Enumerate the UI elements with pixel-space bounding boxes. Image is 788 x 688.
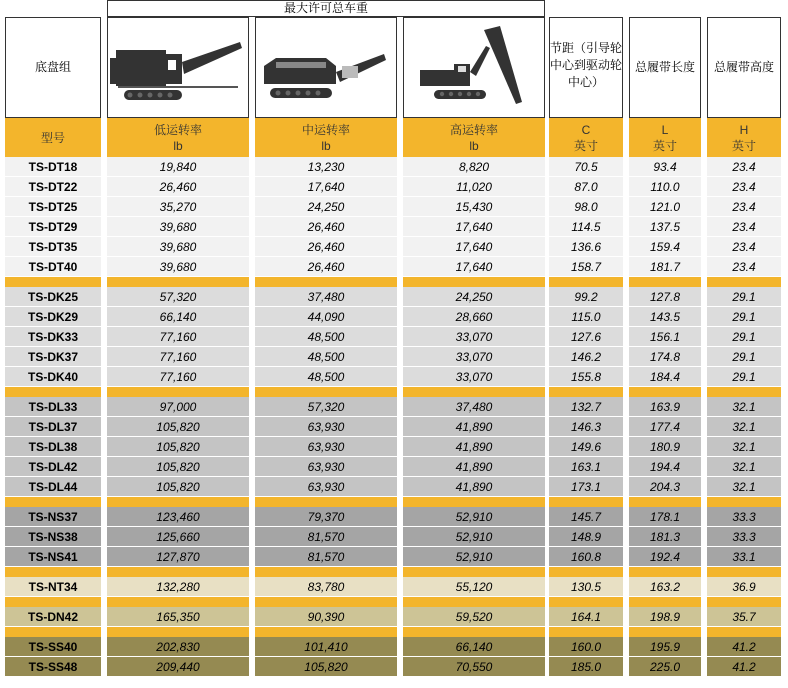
value-cell: 52,910	[403, 507, 545, 527]
value-cell: 57,320	[255, 397, 397, 417]
group-separator	[403, 627, 545, 637]
pitch-header	[549, 17, 623, 118]
group-separator	[707, 387, 781, 397]
value-cell: 26,460	[255, 217, 397, 237]
model-cell: TS-NT34	[5, 577, 101, 597]
value-cell: 225.0	[629, 657, 701, 677]
model-cell: TS-DT35	[5, 237, 101, 257]
value-cell: 165,350	[107, 607, 249, 627]
value-cell: 55,120	[403, 577, 545, 597]
mid-rate-label: 中运转率	[301, 122, 350, 137]
model-cell: TS-SS40	[5, 637, 101, 657]
value-cell: 52,910	[403, 547, 545, 567]
value-cell: 204.3	[629, 477, 701, 497]
group-separator	[255, 567, 397, 577]
model-cell: TS-DK33	[5, 327, 101, 347]
group-separator	[629, 597, 701, 607]
group-separator	[255, 497, 397, 507]
model-cell: TS-SS48	[5, 657, 101, 677]
model-cell: TS-DT25	[5, 197, 101, 217]
value-cell: 19,840	[107, 157, 249, 177]
group-separator	[107, 627, 249, 637]
value-cell: 184.4	[629, 367, 701, 387]
value-cell: 185.0	[549, 657, 623, 677]
group-separator	[549, 627, 623, 637]
value-cell: 41,890	[403, 477, 545, 497]
value-cell: 79,370	[255, 507, 397, 527]
value-cell: 159.4	[629, 237, 701, 257]
value-cell: 41.2	[707, 657, 781, 677]
value-cell: 8,820	[403, 157, 545, 177]
value-cell: 33,070	[403, 327, 545, 347]
group-separator	[5, 627, 101, 637]
model-subheader	[5, 118, 101, 157]
model-cell: TS-DT29	[5, 217, 101, 237]
value-cell: 33,070	[403, 367, 545, 387]
group-separator	[549, 567, 623, 577]
group-separator	[5, 277, 101, 287]
value-cell: 93.4	[629, 157, 701, 177]
group-separator	[629, 277, 701, 287]
value-cell: 130.5	[549, 577, 623, 597]
value-cell: 26,460	[255, 237, 397, 257]
value-cell: 33.3	[707, 527, 781, 547]
value-cell: 17,640	[403, 217, 545, 237]
value-cell: 87.0	[549, 177, 623, 197]
mobile-crusher-image	[107, 17, 249, 118]
value-cell: 77,160	[107, 367, 249, 387]
value-cell: 83,780	[255, 577, 397, 597]
group-separator	[549, 387, 623, 397]
value-cell: 37,480	[403, 397, 545, 417]
group-separator	[549, 277, 623, 287]
pitch-label: 节距（引导轮中心到驱动轮中心）	[550, 41, 623, 89]
group-separator	[255, 277, 397, 287]
value-cell: 132,280	[107, 577, 249, 597]
max-weight-label: 最大许可总车重	[283, 1, 368, 15]
value-cell: 63,930	[255, 457, 397, 477]
model-cell: TS-DT18	[5, 157, 101, 177]
model-cell: TS-DN42	[5, 607, 101, 627]
h-label: H	[739, 122, 749, 137]
model-cell: TS-DK25	[5, 287, 101, 307]
value-cell: 105,820	[107, 477, 249, 497]
value-cell: 36.9	[707, 577, 781, 597]
model-cell: TS-NS37	[5, 507, 101, 527]
model-cell: TS-DT22	[5, 177, 101, 197]
group-separator	[255, 627, 397, 637]
value-cell: 121.0	[629, 197, 701, 217]
c-subheader	[549, 118, 623, 157]
value-cell: 59,520	[403, 607, 545, 627]
value-cell: 35,270	[107, 197, 249, 217]
model-cell: TS-DT40	[5, 257, 101, 277]
value-cell: 81,570	[255, 527, 397, 547]
value-cell: 41,890	[403, 437, 545, 457]
value-cell: 70,550	[403, 657, 545, 677]
value-cell: 29.1	[707, 347, 781, 367]
value-cell: 127.8	[629, 287, 701, 307]
value-cell: 99.2	[549, 287, 623, 307]
value-cell: 192.4	[629, 547, 701, 567]
value-cell: 35.7	[707, 607, 781, 627]
value-cell: 48,500	[255, 327, 397, 347]
high-rate-unit: lb	[469, 138, 479, 153]
group-separator	[107, 277, 249, 287]
value-cell: 136.6	[549, 237, 623, 257]
drill-rig-icon	[404, 18, 544, 117]
value-cell: 48,500	[255, 367, 397, 387]
value-cell: 70.5	[549, 157, 623, 177]
value-cell: 33.3	[707, 507, 781, 527]
value-cell: 63,930	[255, 477, 397, 497]
high-rate-subheader	[403, 118, 545, 157]
group-separator	[629, 627, 701, 637]
value-cell: 11,020	[403, 177, 545, 197]
value-cell: 33,070	[403, 347, 545, 367]
value-cell: 24,250	[255, 197, 397, 217]
model-cell: TS-DK37	[5, 347, 101, 367]
value-cell: 32.1	[707, 457, 781, 477]
value-cell: 44,090	[255, 307, 397, 327]
value-cell: 23.4	[707, 197, 781, 217]
value-cell: 156.1	[629, 327, 701, 347]
group-separator	[549, 497, 623, 507]
group-separator	[5, 567, 101, 577]
value-cell: 98.0	[549, 197, 623, 217]
value-cell: 137.5	[629, 217, 701, 237]
value-cell: 148.9	[549, 527, 623, 547]
value-cell: 32.1	[707, 397, 781, 417]
group-separator	[5, 387, 101, 397]
total-length-header	[629, 17, 701, 118]
value-cell: 146.3	[549, 417, 623, 437]
value-cell: 149.6	[549, 437, 623, 457]
value-cell: 105,820	[107, 417, 249, 437]
value-cell: 77,160	[107, 327, 249, 347]
value-cell: 115.0	[549, 307, 623, 327]
low-rate-subheader	[107, 118, 249, 157]
value-cell: 194.4	[629, 457, 701, 477]
model-cell: TS-DL38	[5, 437, 101, 457]
value-cell: 105,820	[107, 437, 249, 457]
c-unit: 英寸	[573, 138, 598, 153]
value-cell: 202,830	[107, 637, 249, 657]
value-cell: 143.5	[629, 307, 701, 327]
value-cell: 23.4	[707, 157, 781, 177]
value-cell: 195.9	[629, 637, 701, 657]
h-subheader	[707, 118, 781, 157]
group-separator	[707, 597, 781, 607]
group-separator	[255, 597, 397, 607]
group-separator	[403, 597, 545, 607]
chassis-group-label: 底盘组	[34, 60, 71, 74]
total-height-label: 总履带高度	[713, 60, 774, 74]
value-cell: 164.1	[549, 607, 623, 627]
value-cell: 26,460	[107, 177, 249, 197]
mid-rate-subheader	[255, 118, 397, 157]
value-cell: 198.9	[629, 607, 701, 627]
mobile-screener-icon	[256, 18, 396, 117]
value-cell: 127,870	[107, 547, 249, 567]
value-cell: 101,410	[255, 637, 397, 657]
chassis-group-header	[5, 17, 101, 118]
group-separator	[5, 597, 101, 607]
drill-rig-image	[403, 17, 545, 118]
group-separator	[107, 567, 249, 577]
group-separator	[5, 497, 101, 507]
value-cell: 173.1	[549, 477, 623, 497]
value-cell: 180.9	[629, 437, 701, 457]
value-cell: 41,890	[403, 457, 545, 477]
model-cell: TS-DL42	[5, 457, 101, 477]
mid-rate-unit: lb	[321, 138, 331, 153]
value-cell: 29.1	[707, 327, 781, 347]
total-length-label: 总履带长度	[634, 60, 695, 74]
model-sublabel: 型号	[40, 130, 65, 145]
model-cell: TS-NS38	[5, 527, 101, 547]
model-cell: TS-NS41	[5, 547, 101, 567]
group-separator	[107, 387, 249, 397]
group-separator	[707, 497, 781, 507]
group-separator	[707, 277, 781, 287]
mobile-crusher-icon	[108, 18, 248, 117]
value-cell: 23.4	[707, 257, 781, 277]
l-subheader	[629, 118, 701, 157]
high-rate-label: 高运转率	[449, 122, 498, 137]
value-cell: 28,660	[403, 307, 545, 327]
value-cell: 160.8	[549, 547, 623, 567]
total-height-header	[707, 17, 781, 118]
value-cell: 37,480	[255, 287, 397, 307]
model-cell: TS-DL44	[5, 477, 101, 497]
value-cell: 52,910	[403, 527, 545, 547]
group-separator	[107, 597, 249, 607]
value-cell: 17,640	[403, 257, 545, 277]
value-cell: 32.1	[707, 437, 781, 457]
value-cell: 110.0	[629, 177, 701, 197]
group-separator	[403, 567, 545, 577]
group-separator	[403, 277, 545, 287]
value-cell: 66,140	[403, 637, 545, 657]
model-cell: TS-DK29	[5, 307, 101, 327]
value-cell: 39,680	[107, 237, 249, 257]
model-cell: TS-DL37	[5, 417, 101, 437]
l-label: L	[661, 122, 669, 137]
value-cell: 163.2	[629, 577, 701, 597]
value-cell: 48,500	[255, 347, 397, 367]
value-cell: 127.6	[549, 327, 623, 347]
group-separator	[107, 497, 249, 507]
value-cell: 174.8	[629, 347, 701, 367]
value-cell: 26,460	[255, 257, 397, 277]
value-cell: 32.1	[707, 477, 781, 497]
c-label: C	[581, 122, 591, 137]
value-cell: 123,460	[107, 507, 249, 527]
value-cell: 23.4	[707, 237, 781, 257]
value-cell: 158.7	[549, 257, 623, 277]
group-separator	[403, 497, 545, 507]
value-cell: 33.1	[707, 547, 781, 567]
value-cell: 24,250	[403, 287, 545, 307]
value-cell: 13,230	[255, 157, 397, 177]
value-cell: 39,680	[107, 217, 249, 237]
value-cell: 29.1	[707, 287, 781, 307]
value-cell: 125,660	[107, 527, 249, 547]
value-cell: 66,140	[107, 307, 249, 327]
group-separator	[403, 387, 545, 397]
value-cell: 181.7	[629, 257, 701, 277]
group-separator	[707, 567, 781, 577]
value-cell: 63,930	[255, 437, 397, 457]
group-separator	[629, 387, 701, 397]
value-cell: 177.4	[629, 417, 701, 437]
value-cell: 97,000	[107, 397, 249, 417]
max-weight-header	[107, 0, 545, 17]
l-unit: 英寸	[652, 138, 677, 153]
value-cell: 160.0	[549, 637, 623, 657]
group-separator	[629, 497, 701, 507]
value-cell: 155.8	[549, 367, 623, 387]
low-rate-unit: lb	[173, 138, 183, 153]
value-cell: 39,680	[107, 257, 249, 277]
value-cell: 163.1	[549, 457, 623, 477]
value-cell: 29.1	[707, 307, 781, 327]
value-cell: 32.1	[707, 417, 781, 437]
value-cell: 105,820	[107, 457, 249, 477]
value-cell: 163.9	[629, 397, 701, 417]
value-cell: 57,320	[107, 287, 249, 307]
value-cell: 29.1	[707, 367, 781, 387]
value-cell: 105,820	[255, 657, 397, 677]
value-cell: 178.1	[629, 507, 701, 527]
value-cell: 63,930	[255, 417, 397, 437]
value-cell: 209,440	[107, 657, 249, 677]
value-cell: 17,640	[403, 237, 545, 257]
h-unit: 英寸	[731, 138, 756, 153]
value-cell: 15,430	[403, 197, 545, 217]
value-cell: 181.3	[629, 527, 701, 547]
value-cell: 114.5	[549, 217, 623, 237]
value-cell: 145.7	[549, 507, 623, 527]
value-cell: 90,390	[255, 607, 397, 627]
value-cell: 41,890	[403, 417, 545, 437]
mobile-screener-image	[255, 17, 397, 118]
group-separator	[255, 387, 397, 397]
model-cell: TS-DK40	[5, 367, 101, 387]
group-separator	[549, 597, 623, 607]
low-rate-label: 低运转率	[153, 122, 202, 137]
value-cell: 81,570	[255, 547, 397, 567]
value-cell: 132.7	[549, 397, 623, 417]
model-cell: TS-DL33	[5, 397, 101, 417]
value-cell: 23.4	[707, 177, 781, 197]
value-cell: 146.2	[549, 347, 623, 367]
value-cell: 17,640	[255, 177, 397, 197]
group-separator	[629, 567, 701, 577]
group-separator	[707, 627, 781, 637]
value-cell: 77,160	[107, 347, 249, 367]
value-cell: 23.4	[707, 217, 781, 237]
value-cell: 41.2	[707, 637, 781, 657]
